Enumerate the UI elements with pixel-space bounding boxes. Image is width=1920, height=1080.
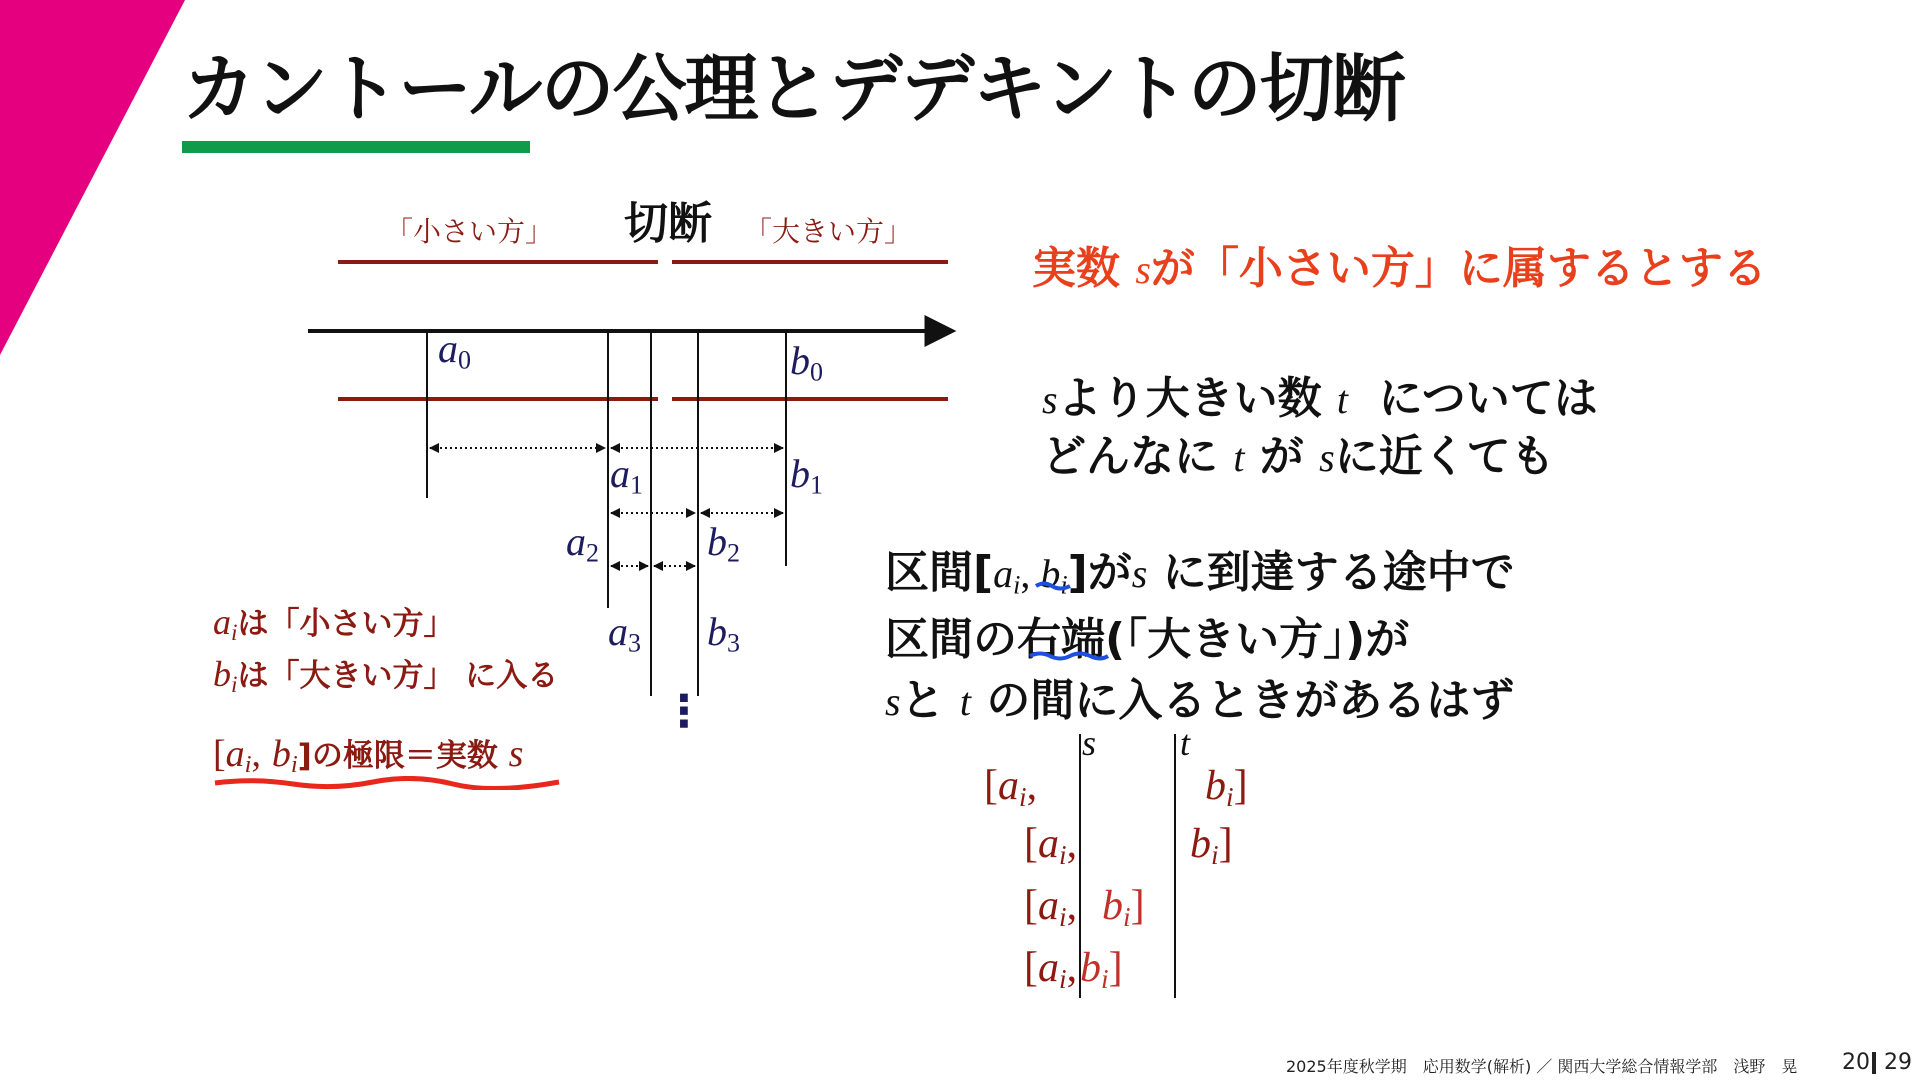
continuation-ellipsis: ⋮: [662, 686, 706, 737]
cut-label: 切断: [624, 198, 712, 249]
right-line5: sと t の間に入るときがあるはず: [885, 675, 1515, 726]
legend-ai: $a_i$は「小さい方」: [213, 602, 455, 646]
right-line4: 区間の右端(「大きい方」)が: [885, 614, 1410, 665]
bi-blue-underline: [1034, 580, 1074, 592]
legend-limit: [$a_i$, $b_i$]の極限＝実数 s: [213, 733, 524, 779]
page-number: 20: [1842, 1050, 1870, 1075]
label-b1: $b_1$: [790, 451, 823, 500]
bracket-row-2-right: $b_i$]: [1190, 821, 1233, 870]
label-b3: $b_3$: [707, 609, 740, 658]
label-b0: $b_0$: [790, 338, 823, 387]
limit-red-underline: [213, 776, 563, 790]
footer-course: 2025年度秋学期 応用数学(解析) ／ 関西大学総合情報学部 浅野 晃: [1286, 1057, 1798, 1076]
big-side-label: 「大きい方」: [744, 215, 913, 248]
label-a2: $a_2$: [566, 519, 599, 568]
s-label: s: [1082, 723, 1097, 763]
right-line1: sより大きい数 t については: [1042, 373, 1598, 424]
page-total: 29: [1884, 1050, 1912, 1075]
right-line3: 区間[$a_i$, $b_i$]がs に到達する途中で: [885, 547, 1515, 600]
bracket-row-4-left: [$a_i$,: [1024, 945, 1078, 994]
right-end-blue-underline: [1028, 650, 1110, 662]
bracket-row-4-right: $b_i$]: [1080, 945, 1123, 994]
right-line2: どんなに t が sに近くても: [1042, 431, 1555, 482]
bracket-row-1-right: $b_i$]: [1205, 763, 1248, 812]
bracket-row-2-left: [$a_i$,: [1024, 821, 1078, 870]
slide-title: カントールの公理とデデキントの切断: [182, 46, 1404, 132]
label-a3: $a_3$: [608, 609, 641, 658]
bracket-row-1-left: [$a_i$,: [984, 763, 1038, 812]
label-a1: $a_1$: [610, 451, 643, 500]
label-a0: $a_0$: [438, 326, 471, 375]
small-side-label: 「小さい方」: [385, 215, 554, 248]
number-line-diagram: [0, 0, 1000, 740]
right-heading: 実数 sが「小さい方」に属するとする: [1032, 243, 1767, 294]
bracket-row-3-right: $b_i$]: [1102, 883, 1145, 932]
legend-bi: $b_i$は「大きい方」 に入る: [213, 654, 559, 698]
page-separator: [1872, 1052, 1876, 1074]
t-label: t: [1180, 723, 1191, 763]
bracket-row-3-left: [$a_i$,: [1024, 883, 1078, 932]
label-b2: $b_2$: [707, 519, 740, 568]
